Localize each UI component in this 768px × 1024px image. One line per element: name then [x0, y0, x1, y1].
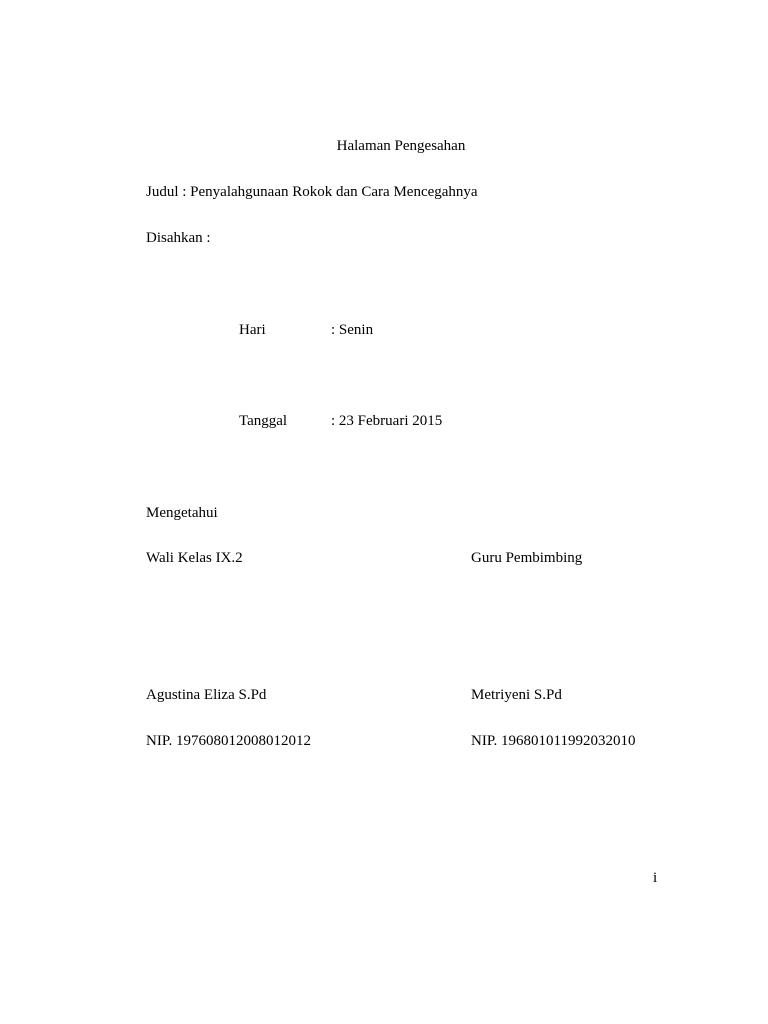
disahkan-label: Disahkan : — [146, 230, 211, 246]
signatory-nip-guru-pembimbing: NIP. 196801011992032010 — [471, 733, 636, 749]
hari-value: : Senin — [331, 322, 374, 338]
signatory-role-wali-kelas: Wali Kelas IX.2 — [146, 550, 243, 566]
signatory-name-wali-kelas: Agustina Eliza S.Pd — [146, 687, 267, 703]
page-title: Halaman Pengesahan — [336, 138, 466, 154]
hari-label: Hari — [239, 322, 266, 338]
judul-line: Judul : Penyalahgunaan Rokok dan Cara Mencegahnya — [146, 184, 478, 200]
tanggal-label: Tanggal — [239, 413, 288, 429]
signatory-role-guru-pembimbing: Guru Pembimbing — [471, 550, 583, 566]
signatory-nip-wali-kelas: NIP. 197608012008012012 — [146, 733, 312, 749]
tanggal-value: : 23 Februari 2015 — [331, 413, 443, 429]
signatory-name-guru-pembimbing: Metriyeni S.Pd — [471, 687, 562, 703]
page-number: i — [653, 870, 658, 886]
mengetahui-label: Mengetahui — [146, 505, 218, 521]
